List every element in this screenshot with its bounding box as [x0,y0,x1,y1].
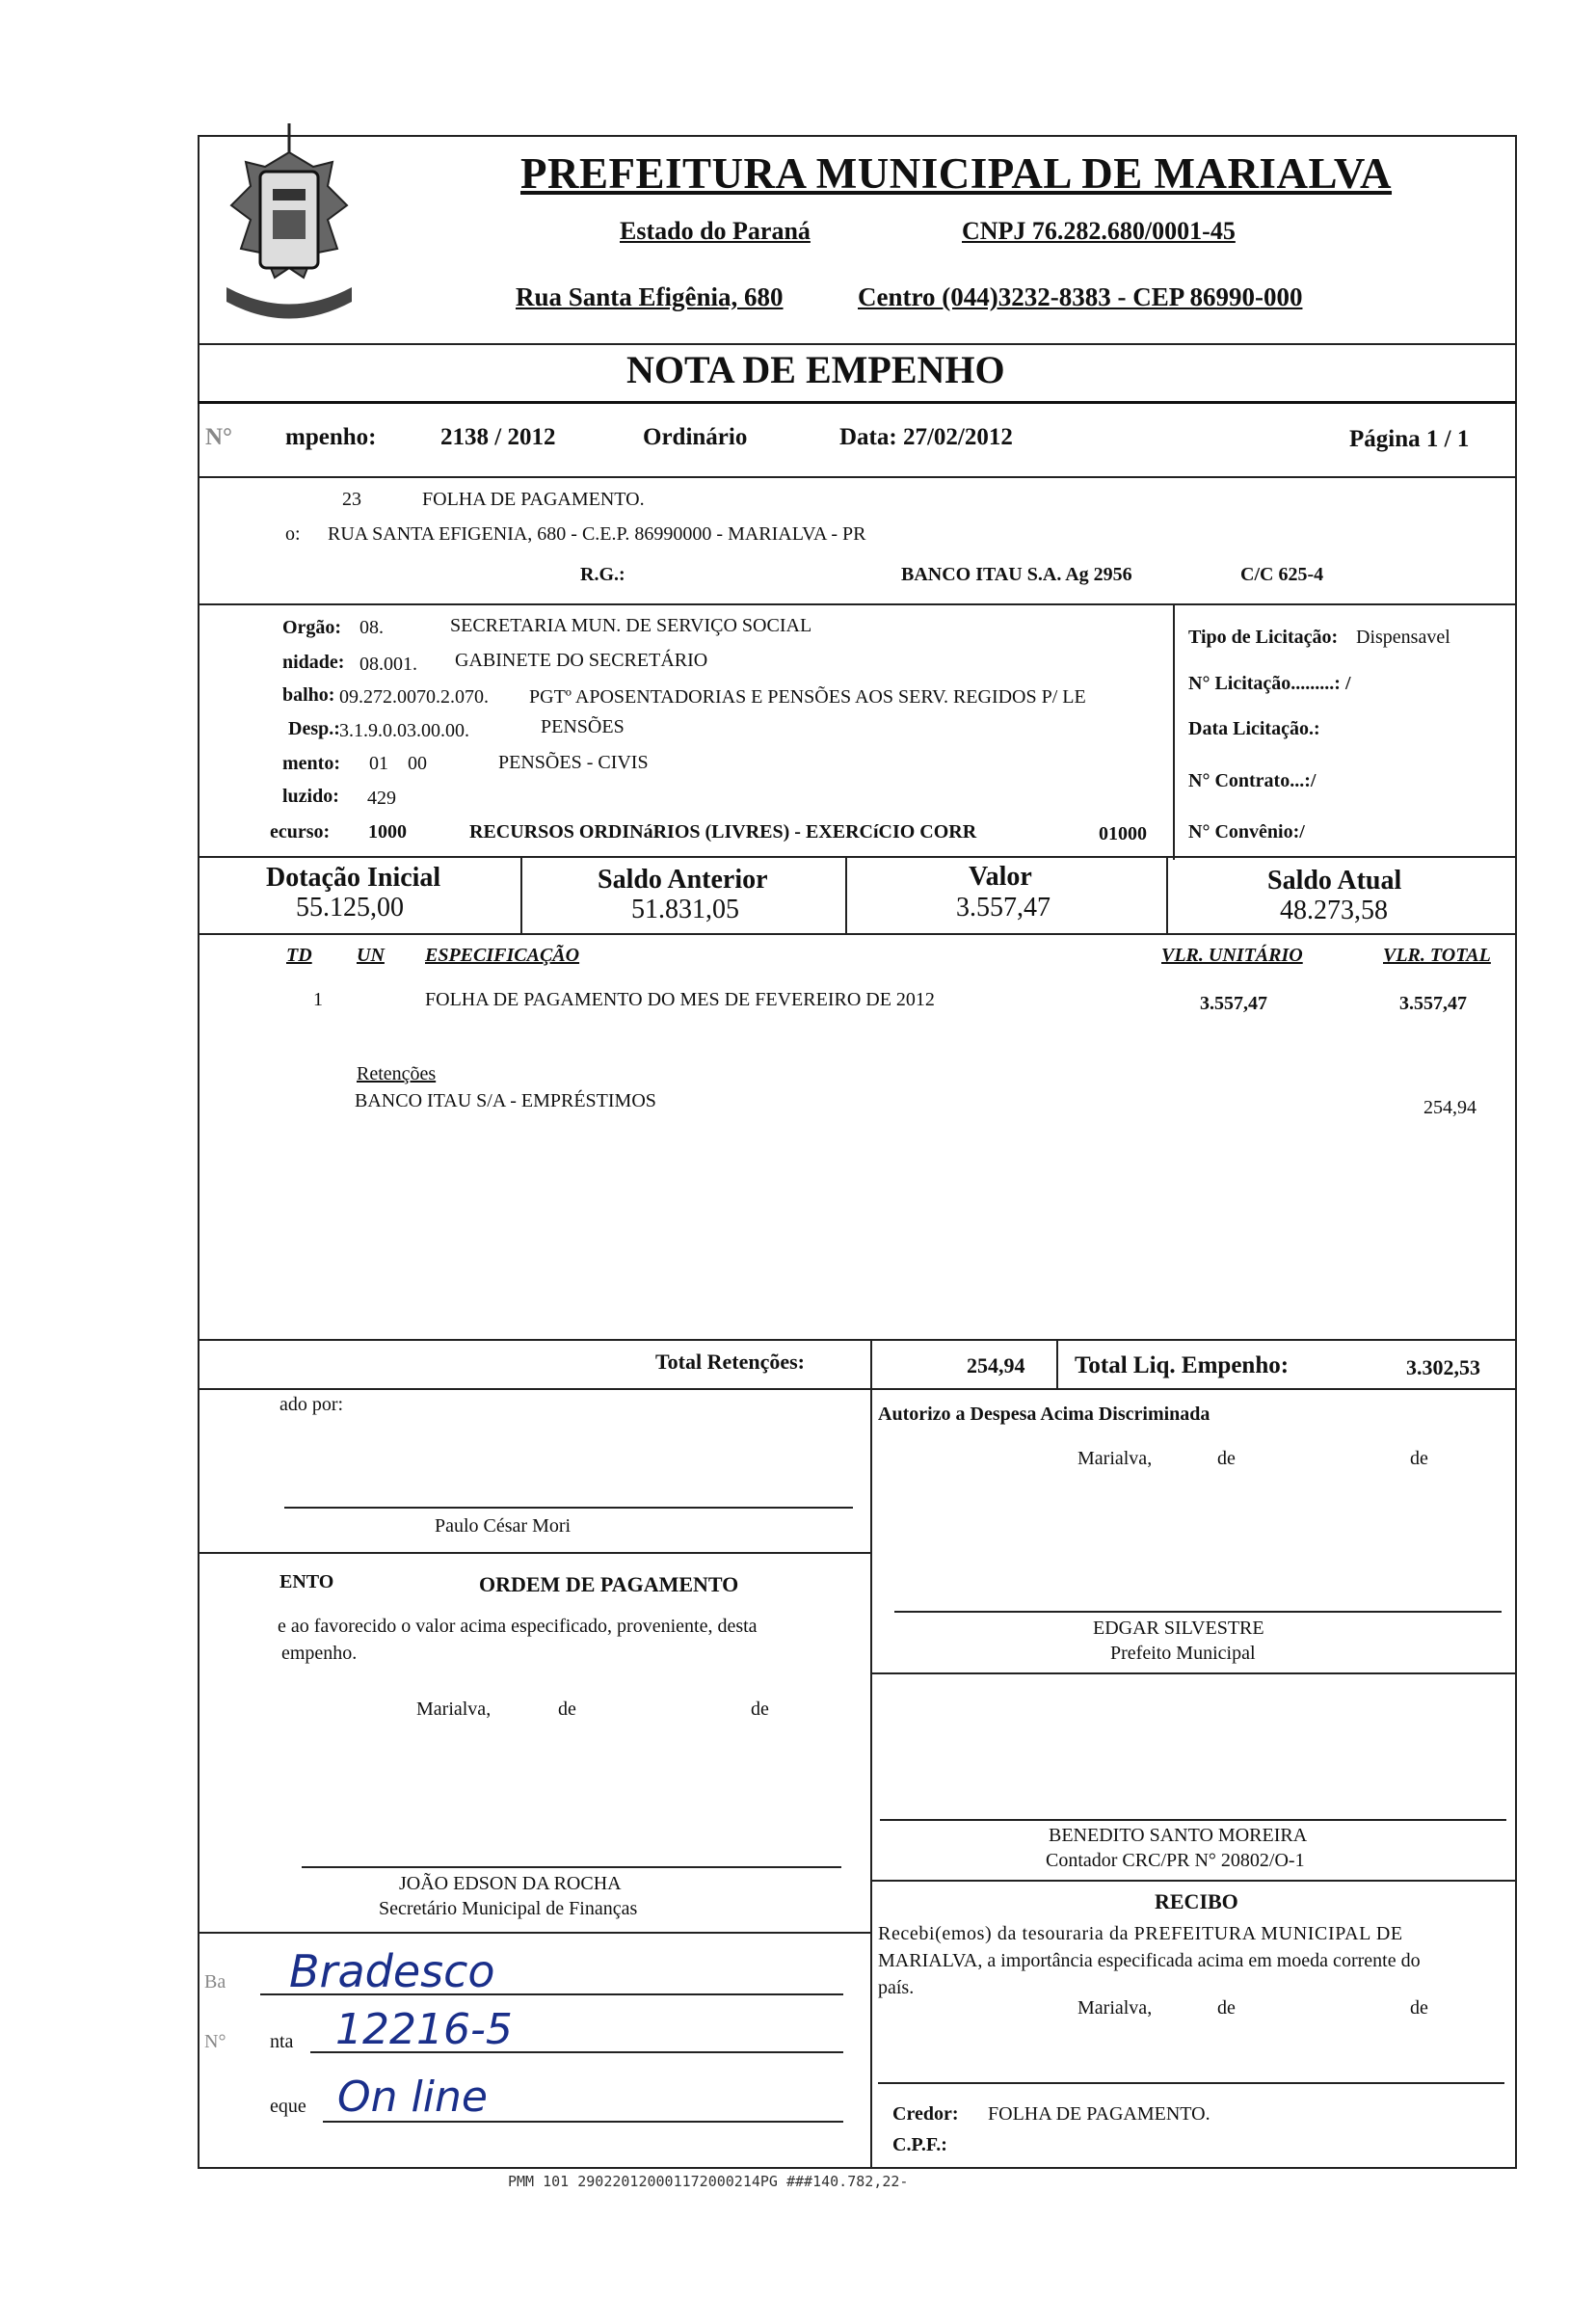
prefecture-title: PREFEITURA MUNICIPAL DE MARIALVA [520,149,1393,198]
authorization-divider [198,1552,872,1554]
conta-prefix: N° [204,2031,226,2052]
frame-left-border [198,135,200,2169]
licitacao-type-value: Dispensavel [1356,627,1450,648]
col-unit-header: VLR. UNITÁRIO [1161,945,1303,966]
budget-divider [198,856,1516,858]
unidade-name: GABINETE DO SECRETÁRIO [455,650,708,671]
ordem-place: Marialva, [416,1698,492,1720]
frame-right-border [1515,135,1517,2169]
reduzido-code: 429 [367,788,396,809]
trabalho-name: PGTº APOSENTADORIAS E PENSÕES AOS SERV. REGIDOS P/ LE [529,686,1086,708]
empenho-number: 2138 / 2012 [440,424,556,450]
balances-divider [198,933,1516,935]
creditor-code: 23 [342,489,361,510]
recibo-text-line2: MARIALVA, a importância especificada acima em moeda corrente do [878,1950,1421,1971]
conta-handwritten-value: 12216-5 [335,2005,513,2054]
recurso-extra: 01000 [1099,823,1147,844]
balance-sep-2 [845,856,847,933]
cpf-label: C.P.F.: [892,2134,947,2155]
total-retencoes-value: 254,94 [967,1353,1025,1377]
valor-label: Valor [969,862,1032,892]
frame-top-border [198,135,1516,137]
recibo-signature-line [878,2082,1504,2084]
mayor-title: Prefeito Municipal [1110,1643,1256,1664]
mayor-name: EDGAR SILVESTRE [1093,1618,1264,1639]
saldo-atual-value: 48.273,58 [1280,896,1388,925]
recibo-de-1: de [1217,1997,1236,2019]
cnpj-label: CNPJ 76.282.680/0001-45 [962,217,1236,245]
recibo-de-2: de [1410,1997,1428,2019]
saldo-anterior-value: 51.831,05 [631,895,739,924]
dotacao-label: Dotação Inicial [266,863,441,893]
empenho-label: mpenho: [285,424,377,450]
totals-top-divider [198,1339,1516,1341]
bank-info: BANCO ITAU S.A. Ag 2956 [901,564,1132,585]
desp-name: PENSÕES [541,716,625,737]
title-divider [198,401,1516,404]
item-qtd: 1 [313,989,323,1010]
contact-label: Centro (044)3232-8383 - CEP 86990-000 [858,282,1303,311]
total-liquido-label: Total Liq. Empenho: [1075,1352,1290,1378]
page-number: Página 1 / 1 [1349,426,1470,452]
recurso-code: 1000 [368,821,407,842]
frame-bottom-border [198,2167,1516,2169]
contador-name: BENEDITO SANTO MOREIRA [1049,1825,1308,1846]
dotacao-value: 55.125,00 [296,893,404,923]
secretario-name: JOÃO EDSON DA ROCHA [399,1873,622,1894]
recibo-text-line3: país. [878,1977,915,1998]
ordem-de-1: de [558,1698,576,1720]
autorizo-text: Autorizo a Despesa Acima Discriminada [878,1404,1210,1425]
recibo-title: RECIBO [1155,1889,1238,1913]
totals-sep-1 [870,1339,872,1389]
balance-sep-3 [1166,856,1168,933]
col-total-header: VLR. TOTAL [1383,945,1491,966]
rg-label: R.G.: [580,564,625,585]
valor-value: 3.557,47 [956,893,1051,923]
total-liquido-value: 3.302,53 [1406,1355,1480,1379]
lower-center-separator [870,1388,872,2167]
conta-line [310,2051,843,2053]
balance-sep-1 [520,856,522,933]
secretario-signature-line [302,1866,841,1868]
item-total-value: 3.557,47 [1399,993,1467,1014]
creditor-name: FOLHA DE PAGAMENTO. [422,489,645,510]
reduzido-label: luzido: [282,786,339,807]
document-title: NOTA DE EMPENHO [626,348,1005,391]
licitacao-type-label: Tipo de Licitação: [1188,627,1339,648]
col-qtd-header: TD [286,945,312,966]
orgao-code: 08. [359,617,384,638]
desp-code: 3.1.9.0.03.00.00. [339,720,469,741]
checking-account: C/C 625-4 [1240,564,1324,585]
recibo-text-line1: Recebi(emos) da tesouraria da PREFEITURA MUNICIPAL DE [878,1923,1403,1944]
contador-block-divider [870,1880,1516,1882]
autorizo-de-1: de [1217,1448,1236,1469]
mayor-block-divider [870,1672,1516,1674]
licitacao-number: N° Licitação.........: / [1188,673,1351,694]
unidade-code: 08.001. [359,654,417,675]
cheque-line [323,2121,843,2123]
creditor-address: RUA SANTA EFIGENIA, 680 - C.E.P. 86990000 - MARIALVA - PR [328,523,866,545]
ordem-pagamento-title: ORDEM DE PAGAMENTO [479,1572,739,1596]
desdobramento-label: mento: [282,753,340,774]
creditor-address-label: o: [285,523,301,545]
retencoes-title: Retenções [357,1063,437,1084]
total-retencoes-label: Total Retenções: [655,1350,805,1374]
secretario-block-divider [198,1932,872,1934]
emitido-por-label: ado por: [279,1394,344,1415]
item-unit-value: 3.557,47 [1200,993,1267,1014]
footer-code: PMM 101 290220120001172000214PG ###140.782,22- [508,2173,909,2190]
desdobramento-name: PENSÕES - CIVIS [498,752,649,773]
state-label: Estado do Paraná [620,217,811,245]
orgao-label: Orgão: [282,617,342,638]
retencao-value: 254,94 [1423,1097,1476,1118]
empenho-prefix: N° [205,424,233,450]
contador-title: Contador CRC/PR N° 20802/O-1 [1046,1850,1305,1871]
empenho-date: Data: 27/02/2012 [839,424,1013,450]
autorizo-de-2: de [1410,1448,1428,1469]
creditor-divider [198,603,1516,605]
recurso-name: RECURSOS ORDINáRIOS (LIVRES) - EXERCíCIO CORR [469,821,977,842]
totals-sep-2 [1056,1339,1058,1389]
conta-label: nta [270,2031,294,2052]
cheque-handwritten-value: On line [337,2073,488,2122]
signer-name: Paulo César Mori [435,1515,572,1537]
banco-handwritten-value: Bradesco [289,1945,495,1997]
credor-label: Credor: [892,2103,959,2125]
banco-label: Ba [204,1971,226,1992]
contador-signature-line [880,1819,1506,1821]
contract-number: N° Contrato...:/ [1188,770,1317,791]
col-spec-header: ESPECIFICAÇÃO [425,945,580,966]
saldo-atual-label: Saldo Atual [1267,866,1402,896]
banco-line [260,1993,843,1995]
desdobramento-code: 01 00 [369,753,427,774]
budget-licitacao-separator [1173,603,1175,860]
mayor-signature-line [894,1611,1502,1613]
credor-value: FOLHA DE PAGAMENTO. [988,2103,1210,2125]
ordem-de-2: de [751,1698,769,1720]
saldo-anterior-label: Saldo Anterior [598,865,768,895]
municipal-coat-of-arms [207,114,371,334]
cheque-label: eque [270,2096,306,2117]
address-label: Rua Santa Efigênia, 680 [516,282,784,311]
retencao-name: BANCO ITAU S/A - EMPRÉSTIMOS [355,1090,656,1111]
ordem-text-line2: empenho. [281,1643,358,1664]
autorizo-place: Marialva, [1077,1448,1153,1469]
recurso-label: ecurso: [270,821,331,842]
licitacao-date: Data Licitação.: [1188,718,1320,739]
item-spec: FOLHA DE PAGAMENTO DO MES DE FEVEREIRO DE 2012 [425,989,935,1010]
orgao-name: SECRETARIA MUN. DE SERVIÇO SOCIAL [450,615,812,636]
trabalho-label: balho: [282,684,335,706]
desp-label: Desp.: [288,718,340,739]
trabalho-code: 09.272.0070.2.070. [339,686,489,708]
unidade-label: nidade: [282,652,345,673]
pagamento-label: ENTO [279,1571,334,1592]
convenio-number: N° Convênio:/ [1188,821,1305,842]
empenho-divider [198,476,1516,478]
secretario-title: Secretário Municipal de Finanças [379,1898,638,1919]
recibo-place: Marialva, [1077,1997,1153,2019]
empenho-type: Ordinário [643,424,748,450]
col-un-header: UN [357,945,385,966]
totals-bottom-divider [198,1388,1516,1390]
signer-line [284,1507,853,1509]
header-divider [198,343,1516,345]
ordem-text-line1: e ao favorecido o valor acima especificado, proveniente, desta [278,1616,758,1637]
